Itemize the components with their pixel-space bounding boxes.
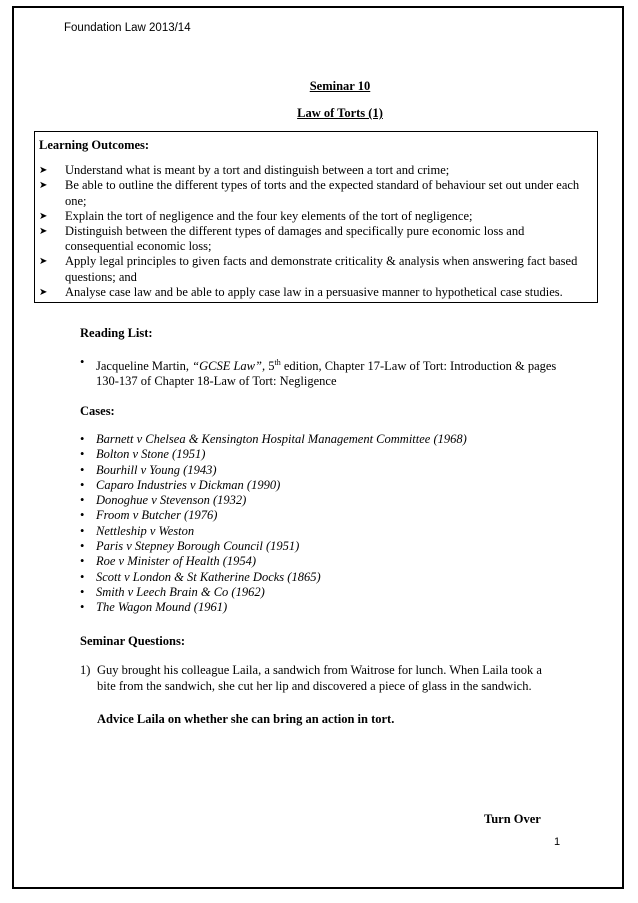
bullet-icon: • [80,477,85,492]
list-item: • Scott v London & St Katherine Docks (1865) [80,569,321,584]
arrow-bullet-icon: ➤ [39,226,48,238]
bullet-icon: • [80,355,85,369]
document-header: Foundation Law 2013/14 [64,22,191,34]
bullet-icon: • [80,462,85,477]
list-item: • Smith v Leech Brain & Co (1962) [80,584,265,599]
bullet-icon: • [80,493,85,508]
learning-outcomes-heading: Learning Outcomes: [39,138,150,152]
list-item: • The Wagon Mound (1961) [80,600,228,615]
list-item: ➤ Explain the tort of negligence and the four key elements of the tort of negligence; [39,208,473,223]
turn-over-label: Turn Over [484,812,541,826]
arrow-bullet-icon: ➤ [39,210,48,222]
learning-outcomes-list [39,163,593,300]
list-item: ➤ Apply legal principles to given facts and demonstrate criticality & analysis when answering fact based questions; and [39,254,578,284]
bullet-icon: • [80,508,85,523]
bullet-icon: • [80,554,85,569]
page-subtitle: Law of Torts (1) [297,106,383,120]
arrow-bullet-icon: ➤ [39,165,48,177]
page-number: 1 [554,836,561,848]
list-item: • Bourhill v Young (1943) [80,462,217,477]
list-item: ➤ Analyse case law and be able to apply case law in a persuasive manner to hypothetical case studies. [39,284,563,299]
reading-list [80,355,560,390]
question-1 [80,662,560,694]
list-item: ➤ Understand what is meant by a tort and distinguish between a tort and crime; [39,163,450,178]
question-instruction: Advice Laila on whether she can bring an action in tort. [97,712,395,726]
list-item: • Donoghue v Stevenson (1932) [80,493,247,508]
list-item: • Barnett v Chelsea & Kensington Hospital Management Committee (1968) [80,432,467,446]
learning-outcomes-box [34,131,598,303]
bullet-icon: • [80,523,85,538]
list-item: ➤ Be able to outline the different types of torts and the expected standard of behaviour set out under each one; [39,178,580,208]
list-item: ➤ Distinguish between the different types of damages and specifically pure economic loss and consequential economic loss; [39,224,525,254]
page-title: Seminar 10 [309,79,371,93]
question-text: Guy brought his colleague Laila, a sandwich from Waitrose for lunch. When Laila took a bite from the sandwich, she cut her lip and discovered a piece of glass in the sandwich. [97,663,542,693]
bullet-icon: • [80,539,85,554]
question-number: 1) [80,663,91,677]
bullet-icon: • [80,569,85,584]
cases-heading: Cases: [80,404,115,418]
list-item: • Paris v Stepney Borough Council (1951) [80,539,300,554]
list-item: • Nettleship v Weston [80,523,195,538]
reading-list-heading: Reading List: [80,326,153,340]
list-item: • Roe v Minister of Health (1954) [80,554,257,569]
list-item: • Jacqueline Martin, “GCSE Law”, 5th edition, Chapter 17-Law of Tort: Introduction & pages 130-137 of Chapter 18-Law of Tort: Negligence [80,355,557,389]
bullet-icon: • [80,447,85,462]
cases-list [80,432,560,616]
list-item: • Bolton v Stone (1951) [80,447,206,462]
list-item: • Caparo Industries v Dickman (1990) [80,477,281,492]
arrow-bullet-icon: ➤ [39,286,48,298]
list-item: • Froom v Butcher (1976) [80,508,218,523]
arrow-bullet-icon: ➤ [39,256,48,268]
seminar-questions-heading: Seminar Questions: [80,634,185,648]
bullet-icon: • [80,432,85,446]
arrow-bullet-icon: ➤ [39,180,48,192]
bullet-icon: • [80,600,85,615]
bullet-icon: • [80,584,85,599]
